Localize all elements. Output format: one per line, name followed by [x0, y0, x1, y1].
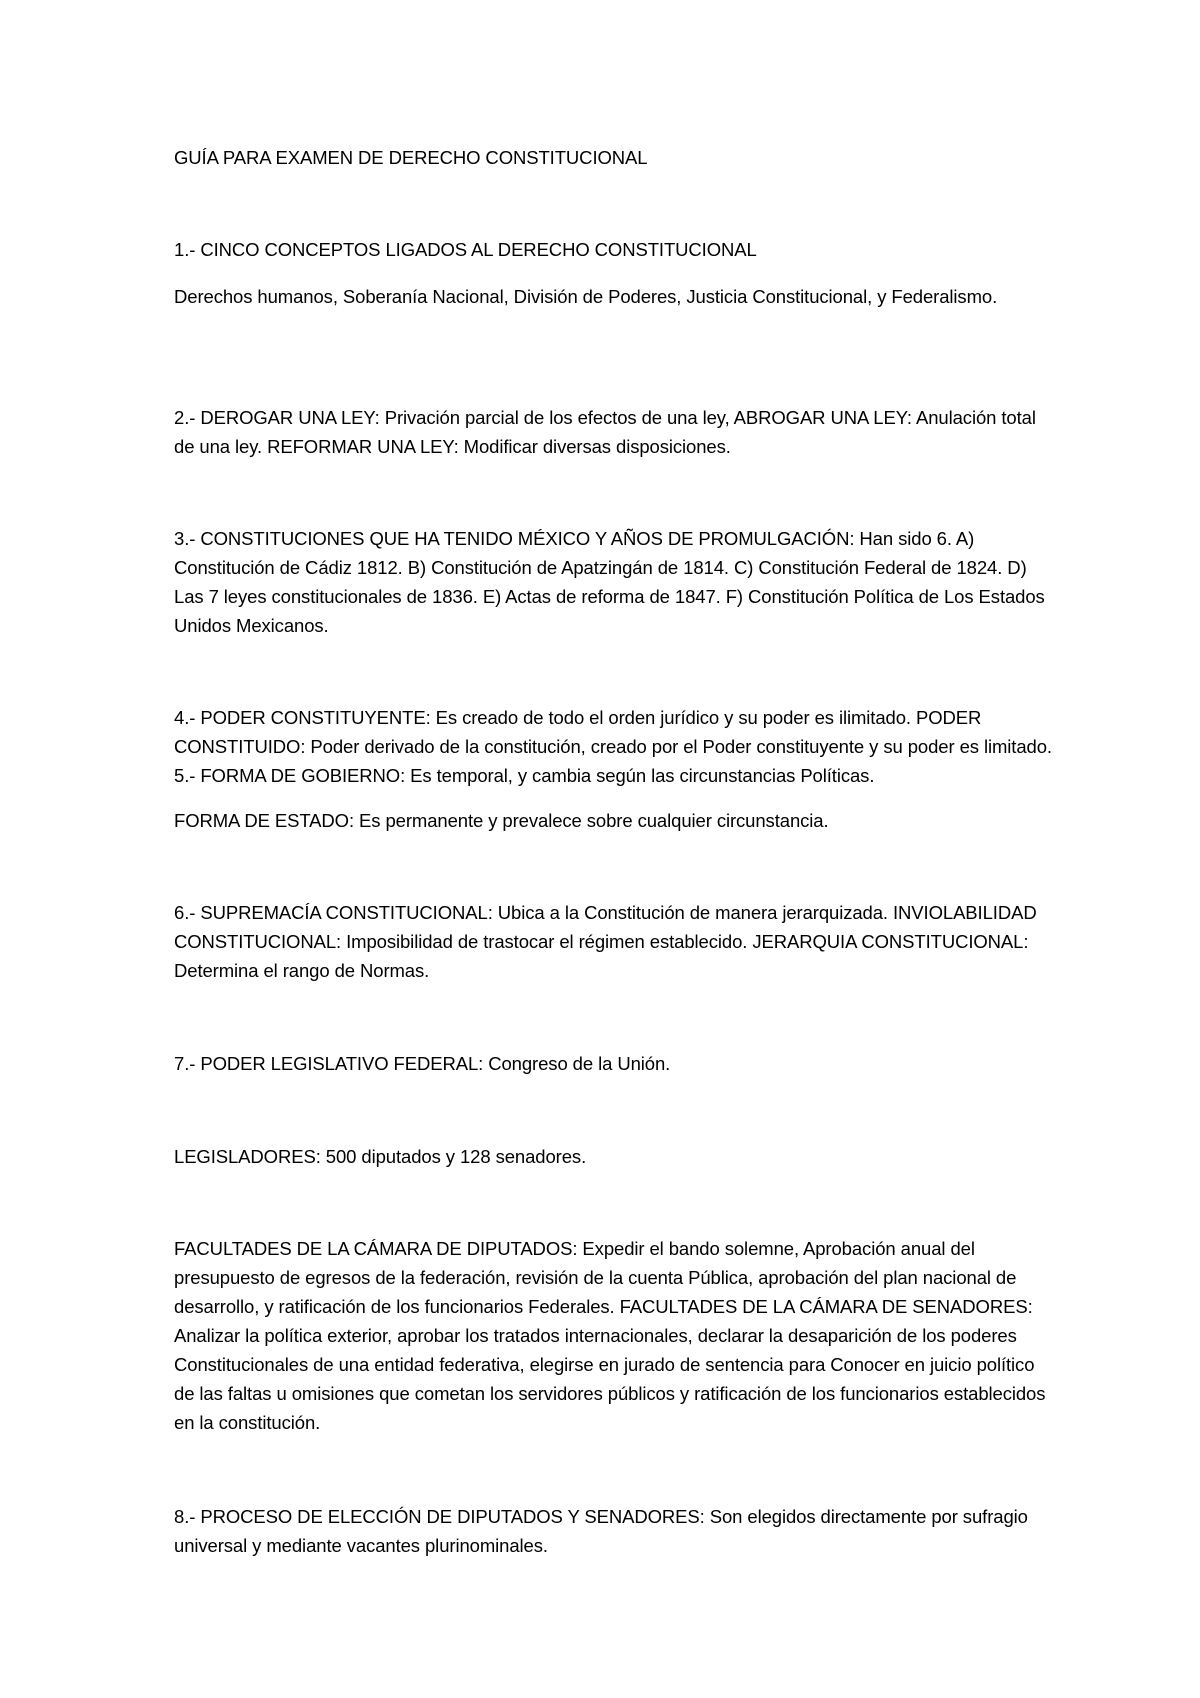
section-4-5-text: 4.- PODER CONSTITUYENTE: Es creado de todo el orden jurídico y su poder es ilimitado. PODER CONSTITUIDO: Poder derivado de la constitución, creado por el Poder constituyente y su poder es limitado. 5.- FORMA DE GOBIERNO: Es temporal, y cambia según las circunstancias Políticas. [174, 707, 1052, 786]
legisladores-text: LEGISLADORES: 500 diputados y 128 senadores. [174, 1146, 587, 1167]
section-6-text: 6.- SUPREMACÍA CONSTITUCIONAL: Ubica a la Constitución de manera jerarquizada. INVIOLABILIDAD CONSTITUCIONAL: Imposibilidad de trastocar el régimen establecido. JERARQUIA CONSTITUCIONAL: Determina el rango de Normas. [174, 902, 1037, 981]
section-8-text: 8.- PROCESO DE ELECCIÓN DE DIPUTADOS Y SENADORES: Son elegidos directamente por sufragio universal y mediante vacantes plurinominales. [174, 1506, 1028, 1556]
section-1-heading: 1.- CINCO CONCEPTOS LIGADOS AL DERECHO CONSTITUCIONAL [174, 239, 757, 260]
section-7-text: 7.- PODER LEGISLATIVO FEDERAL: Congreso de la Unión. [174, 1053, 671, 1074]
document-title: GUÍA PARA EXAMEN DE DERECHO CONSTITUCIONAL [174, 147, 648, 168]
section-1-text: Derechos humanos, Soberanía Nacional, División de Poderes, Justicia Constitucional, y Federalismo. [174, 286, 998, 307]
forma-de-estado-text: FORMA DE ESTADO: Es permanente y prevalece sobre cualquier circunstancia. [174, 810, 829, 831]
facultades-text: FACULTADES DE LA CÁMARA DE DIPUTADOS: Expedir el bando solemne, Aprobación anual del presupuesto de egresos de la federación, revisión de la cuenta Pública, aprobación del plan nacional de desarrollo, y ratificación de los funcionarios Federales. FACULTADES DE LA CÁMARA DE SENADORES: Analizar la política exterior, aprobar los tratados internacionales, declarar la desaparición de los poderes Constitucionales de una entidad federativa, elegirse en jurado de sentencia para Conocer en juicio político de las faltas u omisiones que cometan los servidores públicos y ratificación de los funcionarios establecidos en la constitución. [174, 1238, 1046, 1433]
section-3-text: 3.- CONSTITUCIONES QUE HA TENIDO MÉXICO Y AÑOS DE PROMULGACIÓN: Han sido 6. A) Constitución de Cádiz 1812. B) Constitución de Apatzingán de 1814. C) Constitución Federal de 1824. D) Las 7 leyes constitucionales de 1836. E) Actas de reforma de 1847. F) Constitución Política de Los Estados Unidos Mexicanos. [174, 528, 1045, 636]
section-2-text: 2.- DEROGAR UNA LEY: Privación parcial de los efectos de una ley, ABROGAR UNA LEY: Anulación total de una ley. REFORMAR UNA LEY: Modificar diversas disposiciones. [174, 407, 1036, 457]
